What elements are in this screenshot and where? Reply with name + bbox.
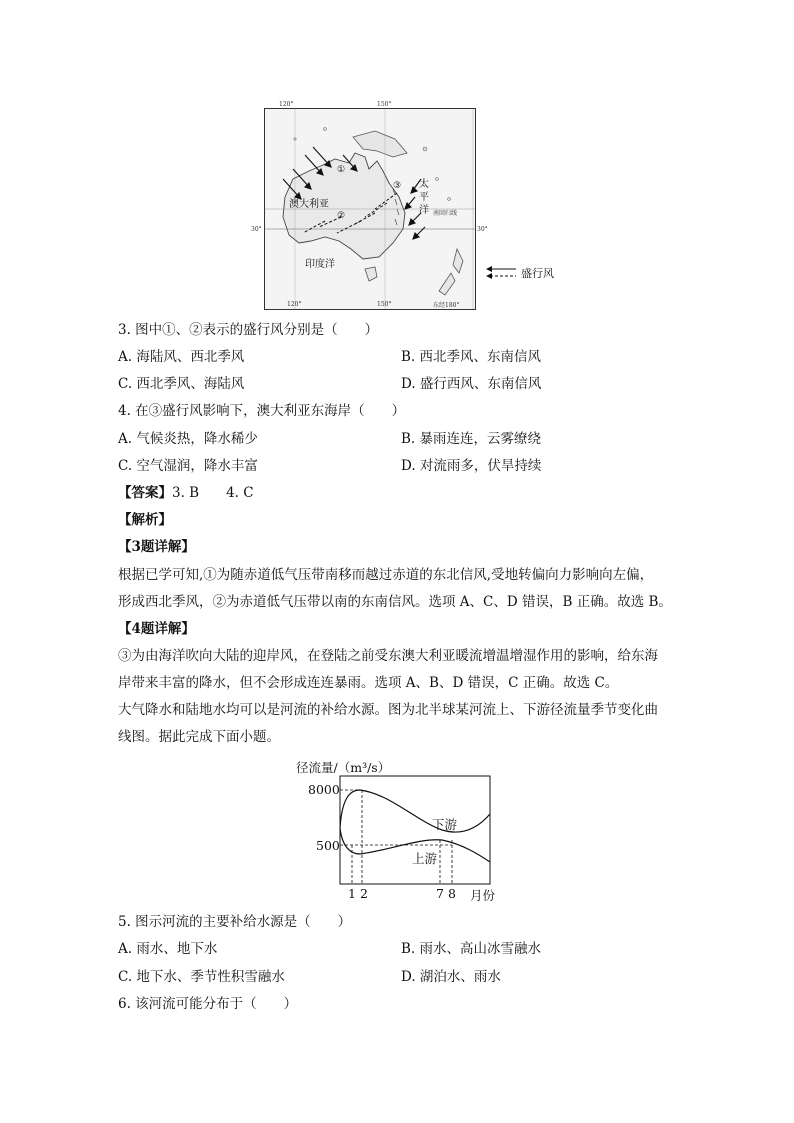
lon-150-top-label: 150° (377, 101, 392, 108)
ytick-500: 500 (316, 838, 340, 853)
ytick-8000: 8000 (308, 782, 340, 797)
q5-option-d: D. 湖泊水、雨水 (401, 969, 501, 985)
lat-30-left-label: 30° (251, 226, 262, 233)
lon-120-top-label: 120° (279, 101, 294, 108)
lon-180-label: 东经180° (433, 302, 460, 309)
detail4-label: 【4题详解】 (118, 621, 195, 637)
mark-2: ② (337, 211, 346, 221)
intro-line1: 大气降水和陆地水均可以是河流的补给水源。图为北半球某河流上、下游径流量季节变化曲 (118, 702, 658, 718)
series-downstream-line (340, 790, 490, 832)
runoff-chart (290, 758, 510, 908)
q3-stem: 3. 图中①、②表示的盛行风分别是（ ） (118, 322, 379, 338)
answer-label: 【答案】 (118, 485, 172, 501)
analysis-label: 【解析】 (118, 512, 172, 528)
australia-label: 澳大利亚 (289, 199, 329, 210)
q4-option-d: D. 对流雨多，伏旱持续 (401, 458, 542, 474)
q4-option-a: A. 气候炎热，降水稀少 (118, 431, 258, 447)
detail4-line2: 岸带来丰富的降水，但不会形成连连暴雨。选项 A、B、D 错误，C 正确。故选 C。 (118, 675, 619, 691)
lon-150-bottom-label: 150° (377, 301, 392, 308)
legend-arrows-icon (484, 265, 518, 281)
xtick-7: 7 (436, 886, 444, 901)
q3-option-a: A. 海陆风、西北季风 (118, 349, 245, 365)
pacific-label-1: 太 (419, 179, 429, 190)
lat-30-right-label: 30° (477, 226, 488, 233)
intro-line2: 线图。据此完成下面小题。 (118, 729, 280, 745)
mark-3: ③ (393, 181, 402, 191)
detail3-label: 【3题详解】 (118, 539, 195, 555)
answer-values: 3. B 4. C (172, 485, 254, 501)
xtick-8: 8 (448, 886, 456, 901)
answer-line (118, 484, 254, 502)
q4-option-b: B. 暴雨连连，云雾缭绕 (401, 431, 542, 447)
q3-option-c: C. 西北季风、海陆风 (118, 376, 245, 392)
map-legend (484, 265, 574, 281)
chart-xlabel: 月份 (470, 888, 496, 903)
q5-stem: 5. 图示河流的主要补给水源是（ ） (118, 914, 352, 930)
xtick-2: 2 (360, 886, 368, 901)
lon-120-bottom-label: 120° (287, 301, 302, 308)
pacific-label-2: 平 (419, 192, 429, 203)
detail4-line1: ③为由海洋吹向大陆的迎岸风，在登陆之前受东澳大利亚暖流增温增湿作用的影响，给东海 (118, 648, 658, 664)
legend-label: 盛行风 (521, 267, 554, 280)
q5-option-b: B. 雨水、高山冰雪融水 (401, 941, 542, 957)
q5-option-c: C. 地下水、季节性积雪融水 (118, 969, 285, 985)
legend-upstream: 上游 (412, 851, 438, 866)
q3-option-d: D. 盛行西风、东南信风 (401, 376, 542, 392)
legend-downstream: 下游 (432, 817, 458, 832)
detail3-line1: 根据已学可知,①为随赤道低气压带南移而越过赤道的东北信风,受地转偏向力影响向左偏， (118, 567, 654, 583)
q5-option-a: A. 雨水、地下水 (118, 941, 218, 957)
australia-wind-map (251, 101, 488, 310)
q6-stem: 6. 该河流可能分布于（ ） (118, 996, 298, 1012)
indian-ocean-label: 印度洋 (305, 259, 335, 270)
q4-option-c: C. 空气湿润，降水丰富 (118, 458, 258, 474)
chart-ylabel: 径流量/（m³/s） (296, 760, 391, 775)
pacific-label-3: 洋 (419, 205, 429, 216)
xtick-1: 1 (348, 886, 356, 901)
q4-stem: 4. 在③盛行风影响下，澳大利亚东海岸（ ） (118, 403, 406, 419)
q3-option-b: B. 西北季风、东南信风 (401, 349, 542, 365)
tropic-label: 南回归线 (433, 210, 458, 217)
mark-1: ① (337, 165, 346, 175)
detail3-line2: 形成西北季风，②为赤道低气压带以南的东南信风。选项 A、C、D 错误，B 正确。故选 B。 (118, 594, 672, 610)
